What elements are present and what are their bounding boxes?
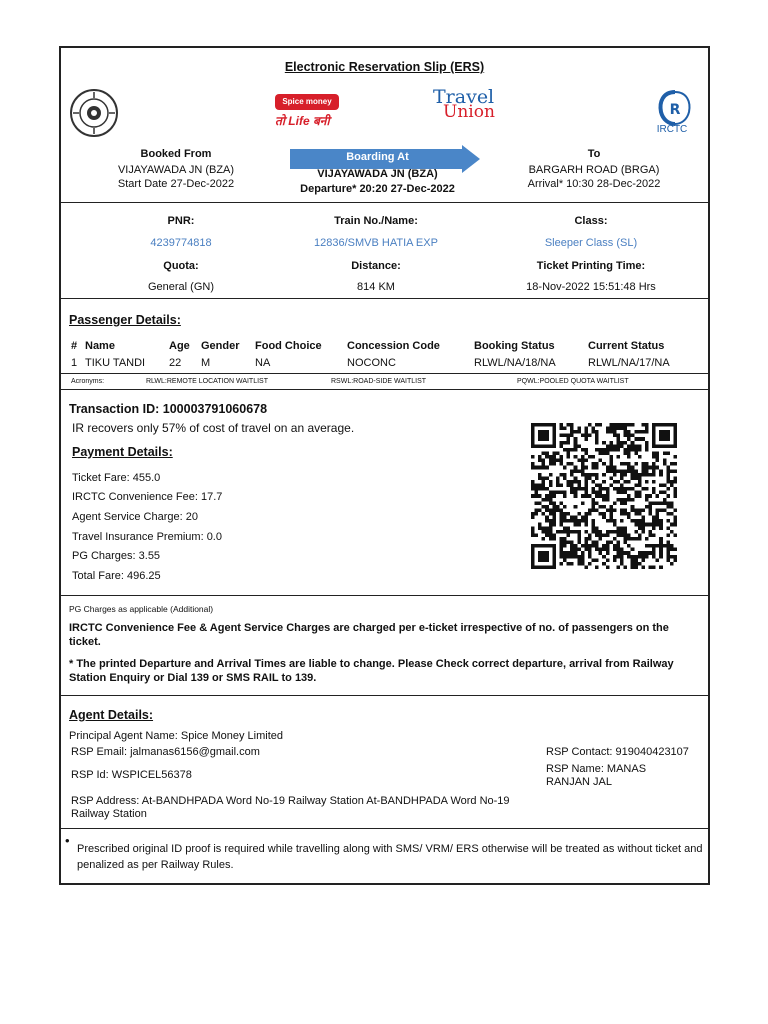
cell-age: 22 [169,357,182,369]
railway-emblem-icon [69,88,119,138]
to-label: To [587,148,601,160]
passenger-heading: Passenger Details: [69,313,181,327]
payment-heading: Payment Details: [72,445,173,459]
convenience-fee: IRCTC Convenience Fee: 17.7 [72,491,223,503]
ir-note: IR recovers only 57% of cost of travel on an average. [72,421,355,435]
footer-section [61,829,708,883]
boarding-at-label: Boarding At [346,151,409,163]
notes-section [61,596,708,696]
quota-label: Quota: [163,260,199,272]
id-proof-note: Prescribed original ID proof is required while travelling along with SMS/ VRM/ ERS otherwise will be treated as without ticket and penalized as per Railway Rules. [77,843,703,871]
svg-text:R: R [669,102,681,118]
passenger-section [61,299,708,374]
agent-section [61,696,708,829]
cell-gender: M [201,357,211,369]
booked-from-block [91,148,261,190]
fee-note: IRCTC Convenience Fee & Agent Service Charges are charged per e-ticket irrespective of no. of passengers on the ticket. [69,622,669,648]
journey-section [61,203,708,299]
travel-logo-line2: Union [443,102,495,122]
col-number: # [71,340,78,352]
print-time-label: Ticket Printing Time: [536,260,646,272]
agent-charge: Agent Service Charge: 20 [72,511,198,523]
start-date: Start Date 27-Dec-2022 [117,178,235,190]
ticket-fare: Ticket Fare: 455.0 [72,472,161,484]
insurance-premium: Travel Insurance Premium: 0.0 [72,531,222,543]
col-gender: Gender [201,340,240,352]
page-title: Electronic Reservation Slip (ERS) [284,60,485,74]
cell-food: NA [255,357,271,369]
class-label: Class: [574,215,608,227]
col-current-status: Current Status [588,340,665,352]
col-food: Food Choice [255,340,322,352]
departure-time: Departure* 20:20 27-Dec-2022 [300,183,455,195]
agent-heading: Agent Details: [69,708,154,722]
pg-note: PG Charges as applicable (Additional) [69,604,214,614]
rsp-id: RSP Id: WSPICEL56378 [71,769,192,781]
pnr-label: PNR: [167,215,195,227]
acronym-pqwl: PQWL:POOLED QUOTA WAITLIST [517,378,629,385]
print-time-value: 18-Nov-2022 15:51:48 Hrs [526,281,656,293]
header-section [61,48,708,203]
acronyms-label: Acronyms: [71,378,105,385]
booked-from-station: VIJAYAWADA JN (BZA) [117,164,235,176]
destination-block [509,148,679,190]
rsp-name: RSP Name: MANAS RANJAN JAL [546,763,647,788]
transaction-id: Transaction ID: 100003791060678 [69,402,268,416]
cell-name: TIKU TANDI [85,357,146,369]
col-age: Age [169,340,190,352]
col-name: Name [85,340,115,352]
cell-current-status: RLWL/NA/17/NA [588,357,670,369]
booked-from-label: Booked From [140,148,212,160]
time-note: * The printed Departure and Arrival Times are liable to change. Please Check correct departure, arrival from Railway Station Enquiry or Dial 139 or SMS RAIL to 139. [69,658,674,684]
class-value: Sleeper Class (SL) [544,237,638,249]
train-label: Train No./Name: [334,215,418,227]
irctc-logo-label: IRCTC [656,124,688,135]
distance-label: Distance: [351,260,401,272]
to-station: BARGARH ROAD (BRGA) [528,164,660,176]
spice-money-tagline: तो Life बनी [275,114,330,128]
distance-value: 814 KM [357,281,395,293]
acronym-rlwl: RLWL:REMOTE LOCATION WAITLIST [146,378,268,385]
col-concession: Concession Code [347,340,440,352]
cell-concession: NOCONC [347,357,396,369]
acronym-rswl: RSWL:ROAD-SIDE WAITLIST [331,378,427,385]
rsp-email: RSP Email: jalmanas6156@gmail.com [71,746,260,758]
boarding-station: VIJAYAWADA JN (BZA) [317,168,438,180]
irctc-logo-icon [655,88,695,128]
ticket [59,46,710,885]
rsp-address: RSP Address: At-BANDHPADA Word No-19 Railway Station At-BANDHPADA Word No-19 Railway Station [71,795,510,820]
train-value: 12836/SMVB HATIA EXP [314,237,438,249]
qr-code-icon [531,422,677,570]
cell-number: 1 [71,357,78,369]
cell-booking-status: RLWL/NA/18/NA [474,357,556,369]
quota-value: General (GN) [147,281,215,293]
travel-logo-line1: Travel [433,86,495,108]
acronyms-section [61,374,708,390]
arrival-time: Arrival* 10:30 28-Dec-2022 [527,178,661,190]
pg-charges: PG Charges: 3.55 [72,550,161,562]
principal-agent: Principal Agent Name: Spice Money Limited [69,730,283,742]
total-fare: Total Fare: 496.25 [72,570,161,582]
rsp-contact: RSP Contact: 919040423107 [546,746,689,758]
pnr-value: 4239774818 [150,237,212,249]
travel-union-logo [433,86,495,122]
bullet-icon: • [65,833,70,848]
col-booking-status: Booking Status [474,340,555,352]
spice-money-logo: Spice money [275,94,339,110]
